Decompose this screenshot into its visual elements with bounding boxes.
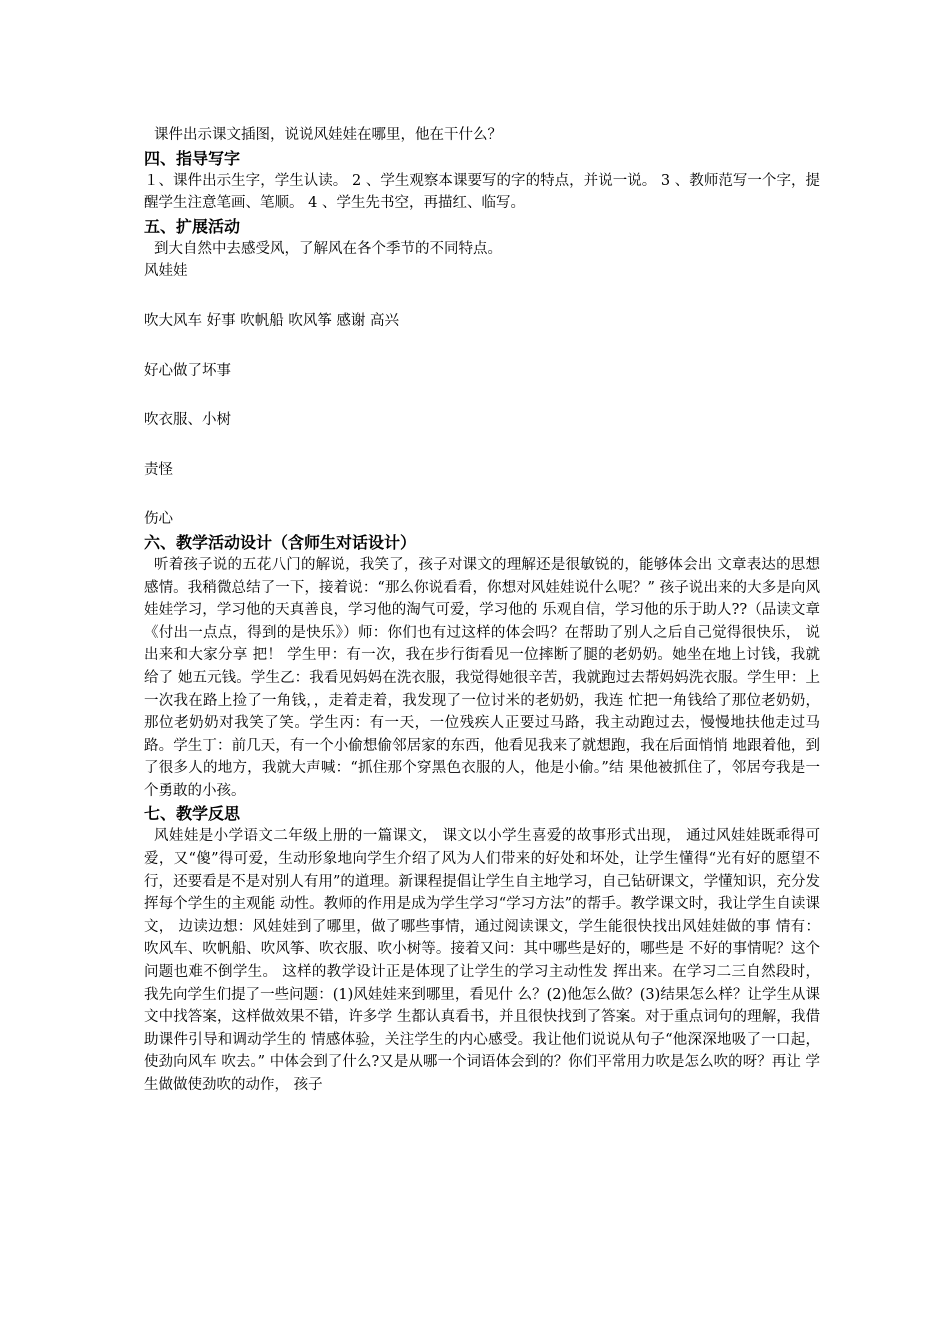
board-line-2: 好心做了坏事: [144, 362, 231, 379]
section-5-body: 到大自然中去感受风，了解风在各个季节的不同特点。: [154, 240, 502, 257]
section-5-heading: 五、扩展活动: [144, 216, 241, 236]
section-7-heading: 七、教学反思: [144, 804, 241, 824]
board-line-3: 吹衣服、小树: [144, 412, 231, 429]
board-line-4: 责怪: [144, 461, 173, 478]
board-line-5: 伤心: [144, 511, 173, 528]
section-7-body: 风娃娃是小学语文二年级上册的一篇课文， 课文以小学生喜爱的故事形式出现， 通过风娃娃既乖得可爱，又“傻”得可爱，生动形象地向学生介绍了风为人们带来的好处和坏处，让学生懂得“光有好的愿望不行，还要看是不是对别人有用”的道理。新课程提倡让学生自主地学习，自己钻研课文，学懂知识，充分发挥每个学生的主观能 动性。教师的作用是成为学生学习“学习方法”的帮手。教学课文时，我让学生自读课文， 边读边想：风娃娃到了哪里，做了哪些事情，通过阅读课文，学生能很快找出风娃娃做的事 情有：吹风车、吹帆船、吹风筝、吹衣服、吹小树等。接着又问：其中哪些是好的，哪些是 不好的事情呢？这个问题也难不倒学生。 这样的教学设计正是体现了让学生的学习主动性发 挥出来。在学习二三自然段时，我先向学生们提了一些问题：(1)风娃娃来到哪里，看见什 么？(2)他怎么做？(3)结果怎么样？让学生从课文中找答案，这样做效果不错，许多学 生都认真看书，并且很快找到了答案。对于重点词句的理解，我借助课件引导和调动学生的 情感体验，关注学生的内心感受。我让他们说说从句子“他深深地吸了一口起，使劲向风车 吹去。” 中体会到了什么?又是从哪一个词语体会到的？你们平常用力吹是怎么吹的呀？再让 学生做做使劲吹的动作， 孩子: [144, 828, 820, 1093]
section-6-heading: 六、教学活动设计（含师生对话设计）: [144, 532, 417, 552]
board-title: 风娃娃: [144, 263, 188, 280]
section-4-heading: 四、指导写字: [144, 148, 241, 168]
blackboard-design: [144, 260, 820, 531]
section-6-body: 听着孩子说的五花八门的解说，我笑了，孩子对课文的理解还是很敏锐的，能够体会出 文章表达的思想感情。我稍微总结了一下，接着说：“那么你说看看，你想对风娃娃说什么呢？” 孩子说出来的大多是向风娃娃学习，学习他的天真善良，学习他的淘气可爱，学习他的 乐观自信，学习他的乐于助人??（品读文章《付出一点点，得到的是快乐》）师：你们也有过这样的体会吗？在帮助了别人之后自己觉得很快乐， 说出来和大家分享 把！ 学生甲：有一次，我在步行街看见一位摔断了腿的老奶奶。她坐在地上讨钱，我就给了 她五元钱。学生乙：我看见妈妈在洗衣服，我觉得她很辛苦，我就跑过去帮妈妈洗衣服。学生甲：上一次我在路上捡了一角钱，，走着走着，我发现了一位讨米的老奶奶，我连 忙把一角钱给了那位老奶奶，那位老奶奶对我笑了笑。学生丙：有一天，一位残疾人正要过马路，我主动跑过去，慢慢地扶他走过马路。学生丁：前几天，有一个小偷想偷邻居家的东西，他看见我来了就想跑，我在后面悄悄 地跟着他，到了很多人的地方，我就大声喊：“抓住那个穿黑色衣服的人，他是小偷。”结 果他被抓住了，邻居夸我是一个勇敢的小孩。: [144, 556, 820, 799]
board-line-1: 吹大风车 好事 吹帆船 吹风筝 感谢 高兴: [144, 312, 400, 329]
document-page: [144, 124, 820, 1097]
section-4-body: １、课件出示生字，学生认读。 2 、学生观察本课要写的字的特点，并说一说。 3 、教师范写一个字，提醒学生注意笔画、笔顺。 4 、学生先书空，再描红、临写。: [144, 172, 820, 212]
intro-line: 课件出示课文插图，说说风娃娃在哪里，他在干什么？: [154, 127, 502, 143]
